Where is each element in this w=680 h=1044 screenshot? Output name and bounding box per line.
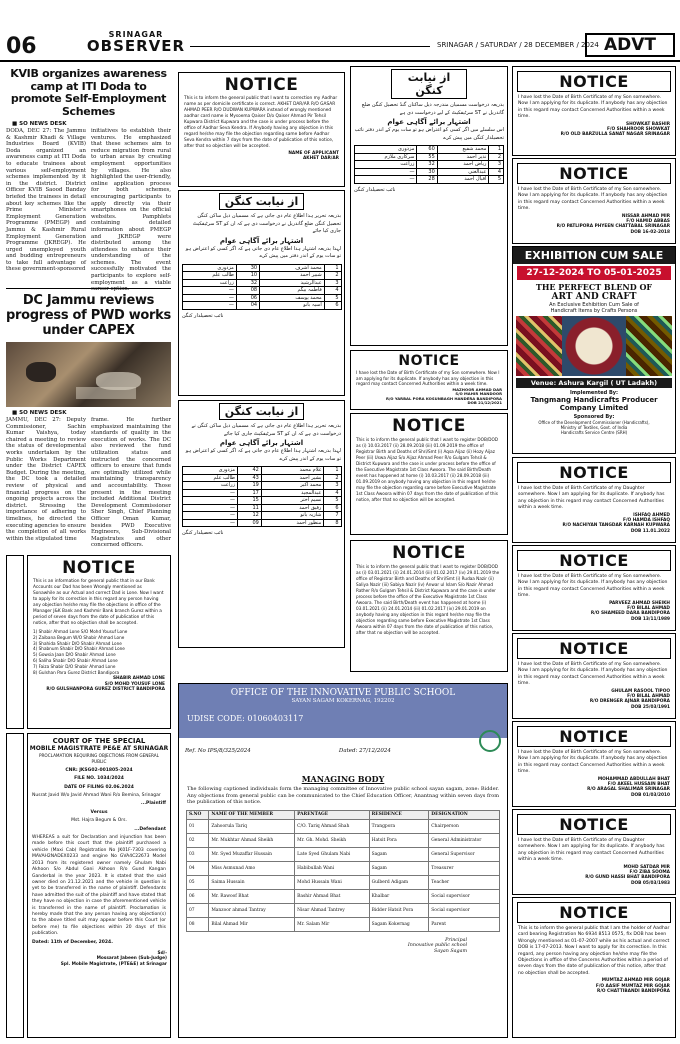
table-row [182,512,341,520]
school-emblem [479,730,501,752]
table-row [182,302,341,310]
table-cell: — [355,176,417,184]
table-cell: نذیر احمد [437,153,489,161]
table-cell: — [182,504,238,512]
table-cell: رفیق احمد [261,504,324,512]
table-cell: — [182,302,236,310]
notice-r1: NOTICE I have lost the Date of Birth Certificate of my Son somewhere. Now I am applying for its duplicate. If anybody has any objection in this regard may contact Concerned Authorities within a week time. SHOWKAT BASHIR F/O SHAHROOR SHOWKAT R/O OLD BARZULLA SANAT NAGAR SRINAGAR [512,66,676,156]
table-cell: 5 [324,497,341,505]
table-header: S.NO [187,810,209,819]
urdu-notice-1: از نیابت کنگن بذریعہ تحریر ہذا اطلاع عام دی جاتی ہے کہ مسمیان ذیل ساکن کنگن تحصیل کنگن ضلع گاندربل نے درخواست دی ہے کہ ان کو ST سرٹیفکیٹ جاری کیا جائے اشتہار برائے آگاہی عوام لہذا بذریعہ اشتہار ہذا اطلاع عام دی جاتی ہے کہ اگر کسی کو اعتراض ہو تو سات یوم کے اندر دفتر میں پیش کرے 1 محمد اشرف 30 مزدوری 2 شبیر احمد 10 طالب علم 3 عبدالرشید 32 زراعت 4 فاطمہ بیگم 08 — 5 محمد یوسف 06 — 6 آسیہ بانو 04 — نائب تحصیلدار کنگن [178,190,345,396]
table-row [182,467,341,475]
table-cell: 5 [324,294,341,302]
craft-images [516,316,672,376]
table-cell: 55 [417,153,437,161]
notice-body: This is an information for general public that in our Bank Accounts our Dad has been Wrongly mentioned as Sonawhile as our Actual and correct Dad is Lone. Now I want to apply for its correction in this regard any person having any objection he/she may file the objections in office of the Manager J&K Bank and Kashmir Bank branch Gurez within a period of seven days from the date of publication of this notice, after that no objection shall be accepted. [33,579,164,626]
notice-r2: NOTICE I have lost the Date of Birth Certificate of my Son somewhere. Now I am applying for its duplicate. If anybody has any objection in this regard may contact Concerned Authorities within a week time. NISSAR AHMAD MIR F/O HAMID ABBAS R/O PATLIPORA PHYEEN CHATTABAL SRINAGAR DOB 16-02-2018 [512,158,676,244]
table-cell: Miss Asmunad Amo [209,861,295,875]
table-row [187,903,500,917]
table-cell: Mr. Rawoof Bhat [209,889,295,903]
table-cell: Trangpora [369,819,429,833]
table-cell: 06 [187,889,209,903]
urdu-table [182,466,342,527]
table-cell: — [182,489,238,497]
table-cell: 09 [238,519,262,527]
table-row [182,474,341,482]
table-cell: Bashir Ahmad Bhat [295,889,369,903]
table-cell: محمد شفیع [437,146,489,154]
table-cell: General Administrator [429,833,500,847]
table-row [182,294,341,302]
table-cell: زراعت [355,161,417,169]
table-cell: — [182,294,236,302]
table-row [182,497,341,505]
table-cell: 32 [236,279,259,287]
notice-title: NOTICE [224,75,299,95]
urdu-table [182,264,342,310]
table-cell: 1 [489,146,504,154]
story-body: JAMMU, DEC 27: Deputy Commissioner, Sachin Kumar Vaishya, today chaired a meeting to review the status of developmental works undertaken by the Public Works Department under the District CAPEX Budget. During the meeting, the DC took a detailed review of physical and financial progress on the ongoing projects across the district. Stressing the importance of adhering to timelines, he directed the executing agencies to ensure the completion of all works within the stipulated time frame. He further emphasized maintaining the standards of quality in the execution of works. The DC also reviewed the fund utilization status and instructed the concerned officers to ensure that funds are optimally utilized while maintaining transparency and accountability. Those present in the meeting included Additional District Development Commissioner Sher Singh, Chief Planning Officer Oman Kumar, besides PWD Executive Engineers, Sub-Divisional Magistrates and other concerned officers. [6,417,171,549]
story-byline: ■ SO NEWS DESK [12,410,67,416]
table-cell: 3 [324,482,341,490]
table-cell: — [182,497,238,505]
notice-register-2: NOTICE This is to inform the general public that I want to register DOB/DOD as (i) 03.01.2021 (ii) 24.01.2014 (iii) 01.02.2017 (iv) 29.01.2019 the office of Registrar Birth and Deaths of Shri/Smt (i) Rudaa Nazir (ii) Saliya Nazir (iii) Sabiya Nazir (iv) Anwar ul Islam S/o Nazir Ahmad Rather R/o Gulgam Tehsil & District Kupwara and the case is under process before the office of the Executive Magistrate 1st Class Awoora. The said Birth/Death event has happened at home (i) 03.01.2021 (ii) 24.01.2014 (iii) 01.02.2017 (iv) 29.01.2019 on anybody having any objection in this regard he/she may file the objection regarding same before Executive Magistrate 1st Class Awoora within 07 days from the date of publication of this notice, after that no objection will be accepted. [350,540,508,672]
table-header: DESIGNATION [429,810,500,819]
urdu-notice-2: از نیابت کنگن بذریعہ تحریر ہذا اطلاع عام دی جاتی ہے کہ مسمیان ذیل ساکن کنگن نے درخواست دی ہے کہ ان کو ST سرٹیفکیٹ جاری کیا جائے اشتہار برائے آگاہی عوام لہذا بذریعہ اشتہار ہذا اطلاع عام دی جاتی ہے کہ اگر کسی کو اعتراض ہو تو سات یوم کے اندر پیش کرے 1 غلام محمد 42 مزدوری 2 بشیر احمد 43 طالب علم 3 محمد اکبر 19 زراعت 4 عبدالمجید 17 — 5 نسیم اختر 15 — 6 رفیق احمد 11 — 7 شازیہ بانو 12 — 8 منظور احمد 09 — نائب تحصیلدار کنگن [178,400,345,648]
dateline: SRINAGAR / SATURDAY / 28 DECEMBER / 2024 [437,41,599,49]
table-cell: 28 [417,176,437,184]
table-cell: 8 [324,519,341,527]
table-row [182,279,341,287]
section-tag: ADVT [585,33,675,57]
table-cell: — [182,512,238,520]
story-headline: KVIB organizes awareness camp at ITI Doda to promote Self-Employment Schemes [10,67,167,118]
table-cell: Khalbar [369,889,429,903]
table-cell: 01 [187,819,209,833]
table-cell: 02 [187,833,209,847]
table-cell: Social supervisor [429,889,500,903]
table-row [187,847,500,861]
table-cell: مزدوری [182,467,238,475]
table-cell: غلام محمد [261,467,324,475]
table-row [187,833,500,847]
table-cell: Treasurer [429,861,500,875]
table-cell: 07 [187,903,209,917]
notice-register-1: NOTICE This is to inform the general public that I want to register DOB/DOD as (i) 10.03.2017 (ii) 28.09.2018 (iii) 01.09.2019 the office of Registrar Birth and Deaths of Shri/Smt (i) Aqsa Aijaz (ii) Hozy Aijaz Peer (iii) Uswa Aijaz S/o Aijaz Ahmad Peer R/o Gulgam Tehsil & District Kupwara and the case is under process before the office of the Executive Magistrate 1st Class Awoora. The said Birth/Death event has happened at home (i) 10.03.2017 (ii) 28.09.2018 (iii) 01.09.2019 on anybody having any objection in this regard he/she may file the objection regarding same before Executive Magistrate 1st Class Awoora within 07 days from the date of publication of this notice, after that no objection will be accepted. [350,413,508,535]
table-cell: Sagam [369,847,429,861]
notice-r4: NOTICE I have lost the Date of Birth Certificate of my Son somewhere. Now I am applying for its duplicate. If anybody has any objection in this regard may contact Concerned Authorities within a week time. PARVEEZ AHMAD SHEIKH F/O BILAL AHMAD R/O SHAMEED DARA BANDIPORA DOB 13/11/1989 [512,545,676,631]
table-cell: Social supervisor [429,903,500,917]
table-cell: 32 [417,161,437,169]
table-header: RESIDENCE [369,810,429,819]
table-cell: 11 [238,504,262,512]
table-cell: 6 [324,504,341,512]
notice-r3: NOTICE I have lost the Date of Birth Certificate of my Daughter somewhere. Now I am applying for its duplicate. If anybody has any objection in this regard may contact Concerned Authorities within a week time. ISHFAQ AHMED F/O HAMDA ISHFAQ R/O NACHIYAN TANGDAR KARNAH KUPWARA DOB 11.01.2022 [512,457,676,543]
table-cell: Sagam [369,861,429,875]
table-cell: طالب علم [182,272,236,280]
table-row [182,482,341,490]
table-cell: آسیہ بانو [260,302,325,310]
notice-list: 1) Shabir Ahmad Lone S/O Mohd Yousuf Lone 2) Zaibana Begum W/O Shabir Ahmad Lone 3) Shahida Shabir D/O Shabir Ahmad Lone 4) Shabnum Shabir D/O Shabir Ahmad Lone 5) Gowsia Jaan D/O Shabir Ahmad Lone 6) Saliha Shabir D/O Shabir Ahmad Lone 7) Faiza Shabir D/O Shabir Ahmad Lone 8) Gulshan Para Gurez District Bandipora [33,629,128,675]
notice-r8: NOTICE This is to inform the general public that I am the holder of Aadhar card bearing Registration No 6934 8513 0575, fix DOB has been Wrongly mentioned as 01-07-2007 while as his actual and correct DOB is 17-07-2013. Now I want to apply for its correction. In this regard, any person having any objection he/she may file the Objections in office of the Concerns Authorities within a period of seven days from the date of publication of this notice, after that no objection shall be accepted. MUMTAZ AHMAD MIR GOJAR F/O AASIF MUMTAZ MIR GOJAR R/O CHATTIBANDI BANDIPORA [512,897,676,1038]
urdu-notice-3: از نیابت کنگن بذریعہ درخواست مسمیان مندرجہ ذیل ساکنان گنڈ تحصیل کنگن ضلع گاندربل نے ST سرٹیفکیٹ کے لیے درخواست دی ہے اشتہار برائے آگاہی عوام اس سلسلے میں اگر کسی کو اعتراض ہو تو سات یوم کے اندر دفتر نائب تحصیلدار کنگن میں پیش کرے 1 محمد شفیع 60 مزدوری 2 نذیر احمد 55 سرکاری ملازم 3 ریاض احمد 32 زراعت 4 عبدالغنی 30 — 5 اقبال احمد 28 — نائب تحصیلدار کنگن [350,66,508,346]
table-cell: نسیم اختر [261,497,324,505]
table-cell: 04 [236,302,259,310]
table-cell: Nisar Ahmad Tantrey [295,903,369,917]
table-cell: 4 [324,489,341,497]
table-cell: C/O. Tariq Ahmad Shah [295,819,369,833]
divider [6,288,171,289]
table-cell: محمد اشرف [260,264,325,272]
table-cell: زراعت [182,279,236,287]
table-cell: شبیر احمد [260,272,325,280]
table-cell: 5 [489,176,504,184]
table-cell: زراعت [182,482,238,490]
left-column [6,66,171,567]
table-row [187,875,500,889]
table-cell: طالب علم [182,474,238,482]
story-body: DODA, DEC 27: The Jammu & Kashmir Khadi & Village Industries Board (KVIB) Doda organized an awareness camp at ITI Doda to educate trainees about various self-employment schemes implemented by it in the district. District Officer KVIB Saood Banday briefed the trainees in detail about key schemes like the Prime Minister's Employment Generation Programme (PMEGP) and Jammu & Kashmir Rural Employment Generation Programme (JKREGP). He urged unemployed youth and budding entrepreneurs to take full advantage of these government-sponsored initiatives to establish their ventures. He emphasized that these schemes aim to reduce migration from rural to urban areas by creating employment opportunities by villages. He also highlighted the user-friendly, online application process for both schemes, encouraging participants to apply directly via their smartphones on the official websites. Pamphlets containing detailed information about PMEGP and JKREGP were distributed among the attendees to enhance their understanding of the schemes. The event successfully motivated the participants to explore self-employment as a viable career option. [6,128,171,293]
table-cell: 6 [324,302,341,310]
school-notice: OFFICE OF THE INNOVATIVE PUBLIC SCHOOL SAYAN SAGAM KOKERNAG, 192202 UDISE CODE: 01060403117 Ref. No IPS/8/325/2024 Dated: 27/12/2024 MANAGING BODY The following captioned individuals form the managing committee of Innovative public school sayan sagam, zone: Bidder. Any objections from general public can be communicated to the Chief Education Officer, Anantnag within seven days from the publication of this notice. S.NO NAME OF THE MEMBER PARENTAGE RESIDENCE DESIGNATION 01 Zahoorula Tariq C/O. Tariq Ahmad Shah Trangpora Chairperson 02 Mr. Mukhtar Ahmad Sheikh Mr. Gh. Mohd. Sheikh Hatsit Pora General Administrator 03 Mr. Syed Muzaffar Hussain Late Syed Ghulam Nabi Sagam General Supervisor 04 Miss Asmunad Amo Habibullah Wani Sagam Treasurer 05 Saima Hussain Mohd Hussain Wani Gulberd Adigam Teacher 06 Mr. Rawoof Bhat Bashir Ahmad Bhat Khalbar Social supervisor 07 Manzoor ahmad Tantray Nisar Ahmad Tantrey Bidder Hatsit Pora Social supervisor 08 Bilal Ahmad Mir Mr. Salam Mir Sagam Kokernag Parent Principal Innovative public school Sayan Sagam [178,683,508,1038]
page-header [0,0,680,58]
table-cell: General Supervisor [429,847,500,861]
table-cell: Mr. Syed Muzaffar Hussain [209,847,295,861]
table-cell: بشیر احمد [261,474,324,482]
header-rule [190,46,430,47]
table-cell: فاطمہ بیگم [260,287,325,295]
table-cell: Late Syed Ghulam Nabi [295,847,369,861]
table-cell: Manzoor ahmad Tantray [209,903,295,917]
table-cell: ریاض احمد [437,161,489,169]
table-cell: Sagam Kokernag [369,917,429,931]
table-cell: مزدوری [355,146,417,154]
court-proclamation: COURT OF THE SPECIAL MOBILE MAGISTRATE PE&E AT SRINAGAR PROCLAMATION REQUIRING OBJECTIONS FROM GENERAL PUBLIC CNR: JKSG02-001805-2024 FILE NO. 1034/2024 DATE OF FILING 02.06.2024 Nusrat Javid W/o Javid Ahmad Wani R/o Bemina, Srinagar ...Plaintiff Versus Mst. Hajra Begum & Ors. ...Defendant WHEREAS a suit for Declaration and injunction has been made before this court that the plaintiff purchased a vehicle (Maxi Cab) Registration No JK01F-7303 covering MAVAH2NADEX0233 and engine No GVA4C22673 Model 2013 from its registered owner namely Ghulam Nabi Akhoon S/o Abdul Gani Akhoon R/o Gund Kangan Ganderbal in the year 2023. It is stated that the said owner died on 21.12.2021 and the vehicle in question is yet to be transferred in the name of plaintiff. Defendants have admitted the suit of the plaintiff and have stated that they have no objection in case the aforementioned vehicle is transferred in the name of plaintiff. Proclamation is hereby made that the any person having any objection(s) to the above titled suit may appear before this Court (or before me) to file objections within 20 days of this publication. Dated: 11th of December, 2024. Sd/- Mossarat Jabeen (Sub-Judge) Spl. Mobile Magistrate, (PTE&E) at Srinagar [27,733,171,1038]
table-row [187,889,500,903]
table-row [355,153,504,161]
table-row [355,161,504,169]
table-cell: محمد یوسف [260,294,325,302]
table-cell: Gulberd Adigam [369,875,429,889]
ad-strip [6,555,24,729]
table-cell: اقبال احمد [437,176,489,184]
notice-r5: NOTICE I have lost the Date of Birth Certificate of my Son somewhere. Now I am applying for its duplicate. If anybody has any objection in this regard may contact Concerned Authorities within a week time. GHULAM RASOOL TIPOO F/O BILAL AHMAD R/O DRENGER AJNAR BANDIPORA DOB 25/03/1991 [512,633,676,719]
table-cell: 05 [187,875,209,889]
table-row [187,819,500,833]
table-cell: — [182,287,236,295]
table-cell: Saima Hussain [209,875,295,889]
table-cell: 60 [417,146,437,154]
table-cell: عبدالرشید [260,279,325,287]
notice-signature: SHABIR AHMAD LONE S/O MOHD YOUSUF LONE R/O GULSHANPORA GUREZ DISTRICT BANDIPORA [46,676,165,693]
members-table [186,810,500,932]
table-cell: 4 [489,168,504,176]
table-cell: مزدوری [182,264,236,272]
masthead-logo: SRINAGAR OBSERVER [86,30,186,55]
table-cell: سرکاری ملازم [355,153,417,161]
meeting-photo [6,342,171,407]
table-cell: شازیہ بانو [261,512,324,520]
table-row [182,272,341,280]
exhibition-ad: EXHIBITION CUM SALE 27-12-2024 TO 05-01-2025 THE PERFECT BLEND OF ART AND CRAFT An Exclusive Exhibition Cum Sale of Handicraft Items by Crafts Persons Venue: Ashura Kargil ( UT Ladakh) Implemented By: Tangmang Handicrafts Producer Company Limited Sponsored By: Office of the Development Commissioner (Handicrafts), Ministry of Textiles, Govt. of India Handicrafts Service Centre (SRH) [512,246,676,454]
table-cell: Bilal Ahmad Mir [209,917,295,931]
notice-r7: NOTICE I have lost the Date of Birth Certificate of my Daughter somewhere. Now I am applying for its duplicate. If anybody has any objection in this regard may contact Concerned Authorities within a week time. MOHD SATDAR MIR F/O ZIBA SOOMA R/O GUND HASSI BHAT BANDIPORA DOB 05/03/1983 [512,809,676,895]
notice-r6: NOTICE I have lost the Date of Birth Certificate of my Son somewhere. Now I am applying for its duplicate. If anybody has any objection in this regard may contact Concerned Authorities within a week time. MOHAMMAD ABDULLAH BHAT F/O AKEEL HUSSAIN BHAT R/O ARAGAL SHALIMAR SRINAGAR DOB 01/03/2010 [512,721,676,807]
table-row [182,489,341,497]
table-cell: Hatsit Pora [369,833,429,847]
table-row [355,168,504,176]
story-headline: DC Jammu reviews progress of PWD works under CAPEX [6,293,171,338]
table-cell: 06 [236,294,259,302]
story-kvib [6,67,171,293]
table-cell: 30 [236,264,259,272]
table-cell: Teacher [429,875,500,889]
table-cell: محمد اکبر [261,482,324,490]
table-row [182,519,341,527]
table-row [355,176,504,184]
page-number: 06 [6,34,37,59]
table-cell: Mr. Mukhtar Ahmad Sheikh [209,833,295,847]
table-cell: منظور احمد [261,519,324,527]
table-cell: Mr. Salam Mir [295,917,369,931]
table-cell: 2 [489,153,504,161]
table-cell: 3 [324,279,341,287]
court-title: COURT OF THE SPECIAL [52,737,146,745]
table-cell: 1 [324,467,341,475]
table-cell: 30 [417,168,437,176]
table-row [182,287,341,295]
header-divider [0,60,680,62]
story-dc-jammu [6,293,171,567]
urdu-table [354,145,504,184]
table-cell: 42 [238,467,262,475]
table-cell: 43 [238,474,262,482]
table-cell: 3 [489,161,504,169]
table-cell: عبدالمجید [261,489,324,497]
table-cell: — [355,168,417,176]
ad-strip [6,733,24,1038]
table-cell: Bidder Hatsit Pora [369,903,429,917]
table-row [355,146,504,154]
school-banner: OFFICE OF THE INNOVATIVE PUBLIC SCHOOL SAYAN SAGAM KOKERNAG, 192202 UDISE CODE: 01060403117 [179,684,507,738]
table-cell: 2 [324,272,341,280]
table-cell: 1 [324,264,341,272]
table-cell: 03 [187,847,209,861]
table-cell: 15 [238,497,262,505]
notice-title: NOTICE [62,558,136,578]
notice-dob-1: NOTICE I have lost the Date of Birth Certificate of my Son somewhere. Now I am applying for its duplicate. If anybody has any objection in this regard may contact Concerned Authorities within a week time. MAZHOOR AHMAD DAR S/O MAHIR MANDOOR R/O YARBAL PORA KOSUNBAGH HANDERA BANDIPORA DOB 21/12/2021 [350,350,508,410]
notice-bank [27,555,171,729]
table-row [182,504,341,512]
table-header: PARENTAGE [295,810,369,819]
table-cell: 08 [236,287,259,295]
court-subtitle: MOBILE MAGISTRATE PE&E AT SRINAGAR [29,745,169,752]
table-header: NAME OF THE MEMBER [209,810,295,819]
notice-aadhar: NOTICE This is to inform the general public that I want to correction my Aadhar name as per domicile certificate is correct. AKHET DAR/AR R/O GASAR AHMAD PEER R/O DUDWAN KUPWARA instead of wrongly mentioned aadhar card name is Mysoema Qaiser D/o Qaiser Ahmad Pir Tehsil Kupwara District Kupwara and the case is under process before the office of Aadhar Seva Kendra. If Anybody having any objection in this regard he/she may file the objection regarding same before Aadhar Seva Kendra within 7 days from the date of publication of this notice, after that no objection will be accepted. NAME OF APPLICANT AKHET DAR/AR [178,72,345,187]
table-cell: — [182,519,238,527]
table-cell: عبدالغنی [437,168,489,176]
table-cell: 2 [324,474,341,482]
table-row [187,917,500,931]
table-cell: 4 [324,287,341,295]
table-cell: 12 [238,512,262,520]
table-cell: Mohd Hussain Wani [295,875,369,889]
table-row [187,861,500,875]
table-cell: Chairperson [429,819,500,833]
table-cell: 17 [238,489,262,497]
table-cell: 04 [187,861,209,875]
table-cell: 08 [187,917,209,931]
table-cell: 19 [238,482,262,490]
table-cell: Parent [429,917,500,931]
table-cell: Mr. Gh. Mohd. Sheikh [295,833,369,847]
story-byline: ■ SO NEWS DESK [12,121,67,127]
table-cell: Zahoorula Tariq [209,819,295,833]
table-cell: Habibullah Wani [295,861,369,875]
table-row [182,264,341,272]
table-cell: 7 [324,512,341,520]
table-cell: 10 [236,272,259,280]
